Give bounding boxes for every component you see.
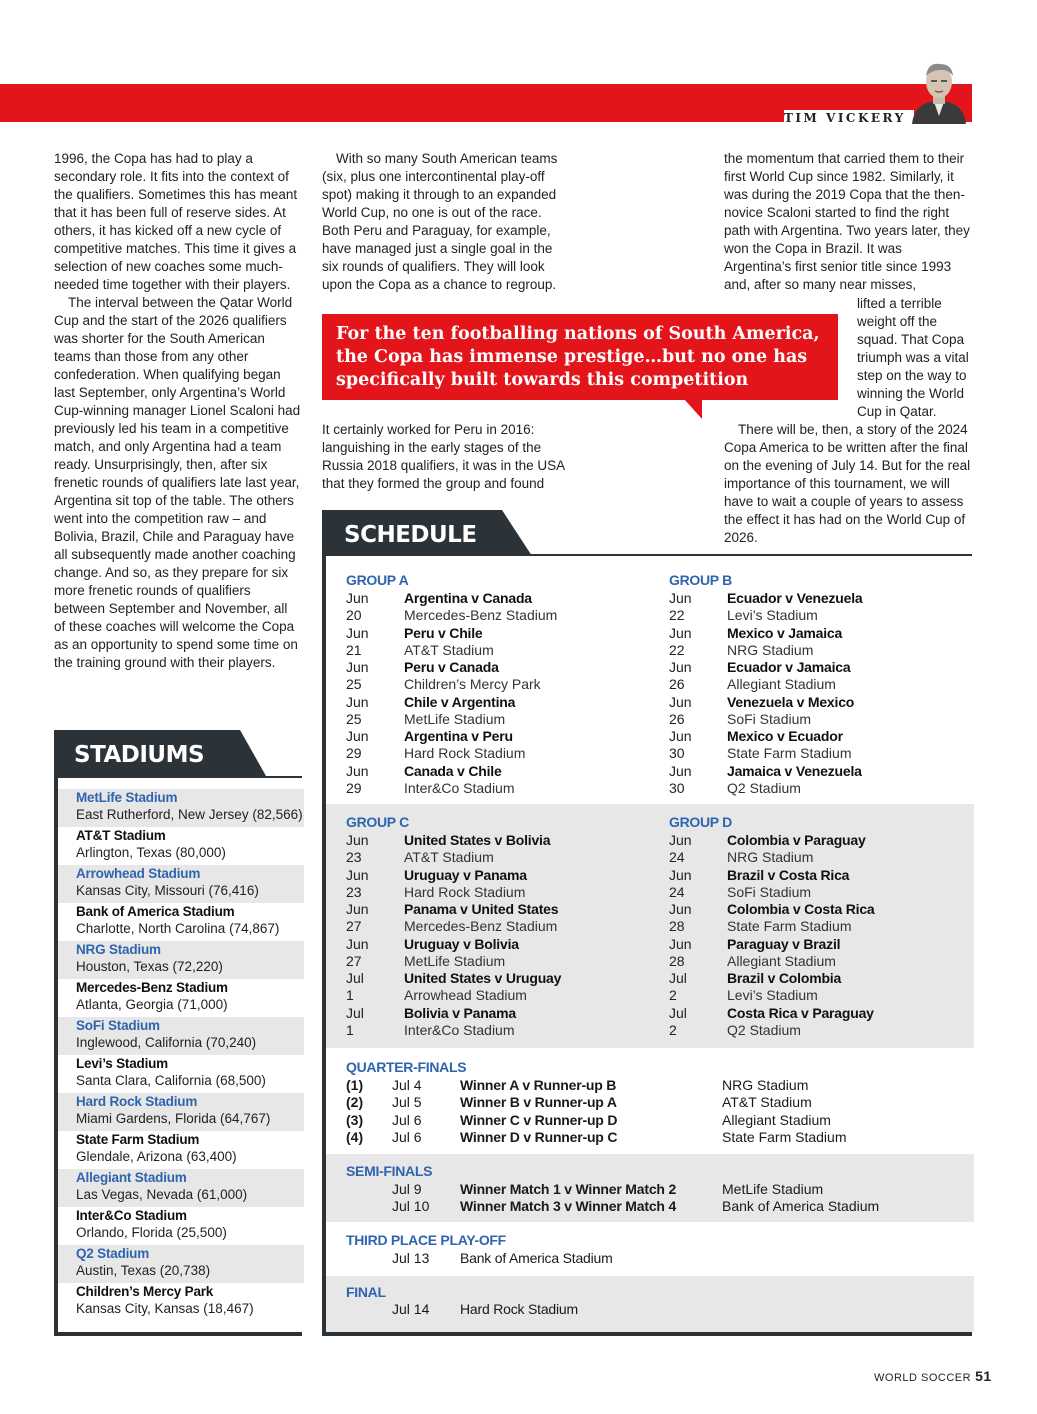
stadium-name: Allegiant Stadium bbox=[76, 1170, 187, 1185]
match-date: Jul 6 bbox=[392, 1112, 422, 1128]
stadium-name: Children’s Mercy Park bbox=[76, 1284, 214, 1299]
schedule-body bbox=[322, 556, 972, 1336]
stadium-location: Kansas City, Missouri (76,416) bbox=[76, 883, 259, 898]
left-paragraph-1: 1996, the Copa has had to play a secondary role. It fits into the context of the qualifiers. Sometimes this has meant that it has been full of reserve sides. At others, it has kicked off a new cycle of competitive matches. This time it gives a selection of new coaches some much-needed time together with their players. bbox=[54, 151, 298, 292]
match-date: Jun 27 bbox=[346, 936, 369, 969]
page-number: 51 bbox=[975, 1368, 992, 1384]
match-date: Jun 26 bbox=[669, 694, 692, 727]
match-number: (4) bbox=[346, 1129, 364, 1145]
match-teams: Ecuador v Venezuela bbox=[727, 590, 863, 606]
group-c-heading: GROUP C bbox=[346, 814, 409, 830]
stadium-row bbox=[58, 827, 304, 865]
match-venue: Arrowhead Stadium bbox=[404, 987, 527, 1003]
author-portrait bbox=[904, 60, 974, 124]
middle-column-bottom bbox=[322, 421, 567, 493]
group-b-heading: GROUP B bbox=[669, 572, 732, 588]
match-date: Jun 27 bbox=[346, 901, 369, 934]
match-teams: Uruguay v Bolivia bbox=[404, 936, 519, 952]
stadiums-box bbox=[54, 730, 302, 1336]
stadiums-list bbox=[54, 778, 302, 1336]
stadium-location: Orlando, Florida (25,500) bbox=[76, 1225, 227, 1240]
match-teams: Winner B v Runner-up A bbox=[460, 1094, 617, 1110]
match-teams: Brazil v Colombia bbox=[727, 970, 842, 986]
match-teams: Mexico v Ecuador bbox=[727, 728, 843, 744]
match-venue: Children’s Mercy Park bbox=[404, 676, 541, 692]
stadium-location: East Rutherford, New Jersey (82,566) bbox=[76, 807, 303, 822]
pullquote-tail bbox=[684, 399, 702, 419]
match-teams: Uruguay v Panama bbox=[404, 867, 527, 883]
match-date: Jul 1 bbox=[346, 1005, 364, 1038]
match-venue: MetLife Stadium bbox=[404, 953, 506, 969]
match-venue: Inter&Co Stadium bbox=[404, 1022, 515, 1038]
right-paragraph-2: There will be, then, a story of the 2024 Copa America to be written after the final on the evening of July 14. But for the real importance of this tournament, we will have to wait a couple of years to assess the effect it has had on the World Cup of 2026. bbox=[724, 422, 971, 545]
match-teams: Costa Rica v Paraguay bbox=[727, 1005, 874, 1021]
match-venue: MetLife Stadium bbox=[722, 1181, 824, 1197]
match-date: Jul 4 bbox=[392, 1077, 422, 1093]
stadium-location: Santa Clara, California (68,500) bbox=[76, 1073, 266, 1088]
match-teams: Ecuador v Jamaica bbox=[727, 659, 851, 675]
match-teams: Colombia v Paraguay bbox=[727, 832, 866, 848]
match-venue: Mercedes-Benz Stadium bbox=[404, 607, 558, 623]
right-paragraph-wrap: lifted a terrible weight off the squad. That Copa triumph was a vital step on the way to winning the World Cup in Qatar. bbox=[857, 296, 969, 419]
match-venue: Hard Rock Stadium bbox=[460, 1301, 578, 1317]
stadium-location: Austin, Texas (20,738) bbox=[76, 1263, 211, 1278]
match-teams: Bolivia v Panama bbox=[404, 1005, 516, 1021]
match-date: Jun 23 bbox=[346, 832, 369, 865]
match-venue: Levi’s Stadium bbox=[727, 987, 818, 1003]
stadium-location: Miami Gardens, Florida (64,767) bbox=[76, 1111, 271, 1126]
stadium-name: Hard Rock Stadium bbox=[76, 1094, 198, 1109]
page-footer bbox=[874, 1368, 992, 1384]
stadium-row bbox=[58, 1169, 304, 1207]
stadium-location: Atlanta, Georgia (71,000) bbox=[76, 997, 228, 1012]
group-a-heading: GROUP A bbox=[346, 572, 409, 588]
stadium-location: Las Vegas, Nevada (61,000) bbox=[76, 1187, 248, 1202]
semifinals-heading: SEMI-FINALS bbox=[346, 1163, 433, 1179]
stadium-name: AT&T Stadium bbox=[76, 828, 166, 843]
author-name: TIM VICKERY bbox=[784, 110, 914, 126]
stadium-row bbox=[58, 1245, 304, 1283]
match-date: Jul 6 bbox=[392, 1129, 422, 1145]
match-date: Jun 28 bbox=[669, 901, 692, 934]
schedule-box bbox=[322, 510, 972, 1336]
match-number: (2) bbox=[346, 1094, 364, 1110]
match-venue: Levi’s Stadium bbox=[727, 607, 818, 623]
match-number: (1) bbox=[346, 1077, 364, 1093]
match-venue: Hard Rock Stadium bbox=[404, 745, 526, 761]
match-date: Jun 29 bbox=[346, 763, 369, 796]
match-venue: SoFi Stadium bbox=[727, 884, 812, 900]
match-venue: State Farm Stadium bbox=[727, 745, 852, 761]
match-venue: Hard Rock Stadium bbox=[404, 884, 526, 900]
publication-name: WORLD SOCCER bbox=[874, 1372, 972, 1384]
match-date: Jun 20 bbox=[346, 590, 369, 623]
match-date: Jun 26 bbox=[669, 659, 692, 692]
stadium-name: MetLife Stadium bbox=[76, 790, 178, 805]
match-date: Jun 25 bbox=[346, 659, 369, 692]
match-date: Jun 28 bbox=[669, 936, 692, 969]
match-venue: NRG Stadium bbox=[727, 642, 814, 658]
final-heading: FINAL bbox=[346, 1284, 386, 1300]
match-venue: Q2 Stadium bbox=[727, 1022, 801, 1038]
match-venue: State Farm Stadium bbox=[727, 918, 852, 934]
stadium-name: SoFi Stadium bbox=[76, 1018, 160, 1033]
match-teams: Argentina v Canada bbox=[404, 590, 532, 606]
match-venue: Allegiant Stadium bbox=[722, 1112, 831, 1128]
stadium-row bbox=[58, 1017, 304, 1055]
match-date: Jun 29 bbox=[346, 728, 369, 761]
third-place-heading: THIRD PLACE PLAY-OFF bbox=[346, 1232, 506, 1248]
pullquote-text: For the ten footballing nations of South America, the Copa has immense prestige…but no one has specifically built towards this competition bbox=[336, 324, 820, 390]
match-teams: Panama v United States bbox=[404, 901, 559, 917]
match-date: Jun 30 bbox=[669, 728, 692, 761]
right-paragraph-1: the momentum that carried them to their first World Cup since 1982. Similarly, it was during the 2019 Copa that the then-novice Scaloni started to find the right path with Argentina. Two years later, they won the Copa in Brazil. It was Argentina’s first senior title since 1993 and, after so many near misses, bbox=[724, 151, 970, 292]
match-venue: Inter&Co Stadium bbox=[404, 780, 515, 796]
stadium-location: Inglewood, California (70,240) bbox=[76, 1035, 257, 1050]
stadium-name: NRG Stadium bbox=[76, 942, 161, 957]
match-venue: State Farm Stadium bbox=[722, 1129, 847, 1145]
stadium-row bbox=[58, 1055, 304, 1093]
match-venue: Allegiant Stadium bbox=[727, 953, 836, 969]
match-teams: Venezuela v Mexico bbox=[727, 694, 855, 710]
schedule-title: SCHEDULE bbox=[344, 522, 477, 548]
group-d-heading: GROUP D bbox=[669, 814, 732, 830]
match-teams: Paraguay v Brazil bbox=[727, 936, 841, 952]
match-date: Jul 9 bbox=[392, 1181, 422, 1197]
stadium-name: Mercedes-Benz Stadium bbox=[76, 980, 228, 995]
middle-paragraph-1: With so many South American teams (six, plus one intercontinental play-off spot) making it through to an expanded World Cup, no one is out of the race. Both Peru and Paraguay, for example, have managed just a single goal in the six rounds of qualifiers. They will look upon the Copa as a chance to regroup. bbox=[322, 151, 558, 292]
match-date: Jun 23 bbox=[346, 867, 369, 900]
stadium-name: Arrowhead Stadium bbox=[76, 866, 201, 881]
stadium-row bbox=[58, 1093, 304, 1131]
stadium-row bbox=[58, 903, 304, 941]
stadium-location: Glendale, Arizona (63,400) bbox=[76, 1149, 237, 1164]
match-venue: SoFi Stadium bbox=[727, 711, 812, 727]
right-column-wrap bbox=[857, 295, 973, 421]
match-teams: Winner Match 3 v Winner Match 4 bbox=[460, 1198, 677, 1214]
stadium-location: Kansas City, Kansas (18,467) bbox=[76, 1301, 254, 1316]
match-teams: Colombia v Costa Rica bbox=[727, 901, 875, 917]
match-date: Jul 13 bbox=[392, 1250, 430, 1266]
stadium-location: Arlington, Texas (80,000) bbox=[76, 845, 226, 860]
stadium-row bbox=[58, 1131, 304, 1169]
stadium-name: Q2 Stadium bbox=[76, 1246, 150, 1261]
quarterfinals-heading: QUARTER-FINALS bbox=[346, 1059, 467, 1075]
stadium-name: Bank of America Stadium bbox=[76, 904, 235, 919]
match-date: Jun 22 bbox=[669, 590, 692, 623]
match-teams: Winner Match 1 v Winner Match 2 bbox=[460, 1181, 677, 1197]
match-date: Jun 22 bbox=[669, 625, 692, 658]
match-teams: Winner D v Runner-up C bbox=[460, 1129, 618, 1145]
left-column-text bbox=[54, 150, 302, 672]
match-venue: AT&T Stadium bbox=[404, 849, 494, 865]
stadium-name: State Farm Stadium bbox=[76, 1132, 200, 1147]
stadium-name: Inter&Co Stadium bbox=[76, 1208, 187, 1223]
match-venue: NRG Stadium bbox=[722, 1077, 809, 1093]
match-number: (3) bbox=[346, 1112, 364, 1128]
stadium-location: Houston, Texas (72,220) bbox=[76, 959, 223, 974]
stadium-row bbox=[58, 865, 304, 903]
match-teams: Winner A v Runner-up B bbox=[460, 1077, 617, 1093]
middle-column-top bbox=[322, 150, 567, 294]
match-venue: Bank of America Stadium bbox=[722, 1198, 880, 1214]
match-teams: Argentina v Peru bbox=[404, 728, 513, 744]
match-teams: United States v Uruguay bbox=[404, 970, 562, 986]
match-venue: NRG Stadium bbox=[727, 849, 814, 865]
match-venue: Allegiant Stadium bbox=[727, 676, 836, 692]
stadium-row bbox=[58, 789, 304, 827]
match-date: Jun 21 bbox=[346, 625, 369, 658]
match-teams: Winner C v Runner-up D bbox=[460, 1112, 618, 1128]
match-venue: MetLife Stadium bbox=[404, 711, 506, 727]
match-date: Jul 5 bbox=[392, 1094, 422, 1110]
match-date: Jul 2 bbox=[669, 970, 687, 1003]
stadium-row bbox=[58, 1207, 304, 1245]
match-venue: Bank of America Stadium bbox=[460, 1250, 613, 1266]
stadium-row bbox=[58, 941, 304, 979]
match-date: Jun 25 bbox=[346, 694, 369, 727]
middle-paragraph-2: It certainly worked for Peru in 2016: languishing in the early stages of the Russia 2018 qualifiers, it was in the USA that they formed the group and found bbox=[322, 422, 565, 491]
match-venue: Mercedes-Benz Stadium bbox=[404, 918, 558, 934]
match-date: Jun 30 bbox=[669, 763, 692, 796]
match-teams: Brazil v Costa Rica bbox=[727, 867, 850, 883]
stadium-location: Charlotte, North Carolina (74,867) bbox=[76, 921, 280, 936]
stadiums-title: STADIUMS bbox=[74, 742, 205, 768]
match-date: Jun 24 bbox=[669, 832, 692, 865]
match-date: Jul 14 bbox=[392, 1301, 430, 1317]
match-date: Jul 10 bbox=[392, 1198, 430, 1214]
right-column-top bbox=[724, 150, 972, 294]
match-teams: United States v Bolivia bbox=[404, 832, 551, 848]
match-venue: AT&T Stadium bbox=[722, 1094, 812, 1110]
match-teams: Jamaica v Venezuela bbox=[727, 763, 862, 779]
match-teams: Peru v Chile bbox=[404, 625, 483, 641]
stadium-name: Levi’s Stadium bbox=[76, 1056, 168, 1071]
match-teams: Peru v Canada bbox=[404, 659, 499, 675]
match-teams: Mexico v Jamaica bbox=[727, 625, 843, 641]
match-date: Jul 2 bbox=[669, 1005, 687, 1038]
match-date: Jul 1 bbox=[346, 970, 364, 1003]
match-teams: Chile v Argentina bbox=[404, 694, 516, 710]
match-teams: Canada v Chile bbox=[404, 763, 502, 779]
match-venue: AT&T Stadium bbox=[404, 642, 494, 658]
left-paragraph-2: The interval between the Qatar World Cup and the start of the 2026 qualifiers was shorter for the South American teams than those from any other confederation. When qualifying began last September, only Argentina’s World Cup-winning manager Lionel Scaloni had previously led his team in a competitive match, and only Argentina had a team ready. Unsurprisingly, then, after six frenetic rounds of qualifiers late last year, Argentina sit top of the table. The others went into the competition raw – and Bolivia, Brazil, Chile and Paraguay have all subsequently made another coaching change. And so, as they prepare for six more frenetic rounds of qualifiers between September and November, all of these coaches will welcome the Copa as an opportunity to spend some time on the training ground with their players. bbox=[54, 295, 301, 670]
stadium-row bbox=[58, 979, 304, 1017]
match-date: Jun 24 bbox=[669, 867, 692, 900]
stadium-row bbox=[58, 1283, 304, 1321]
match-venue: Q2 Stadium bbox=[727, 780, 801, 796]
